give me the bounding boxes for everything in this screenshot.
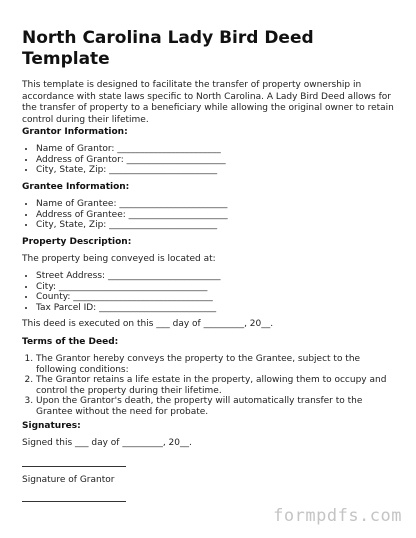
term-item: 3. Upon the Grantor's death, the property will automatically transfer to the Grantee without the need for probate. <box>36 396 400 417</box>
grantor-address-field: • Address of Grantor: ______________________ <box>36 155 226 166</box>
site-watermark: formpdfs.com <box>273 506 402 526</box>
property-intro: The property being conveyed is located at: <box>22 254 216 264</box>
grantee-city-field: • City, State, Zip: ________________________ <box>36 220 228 231</box>
grantor-city-field: • City, State, Zip: ________________________ <box>36 165 226 176</box>
city-field: • City: _________________________________ <box>36 282 220 293</box>
signatures-heading: Signatures: <box>22 421 81 431</box>
grantee-field-list <box>22 199 228 231</box>
signed-date-line: Signed this ___ day of _________, 20__. <box>22 438 192 448</box>
term-item: 1. The Grantor hereby conveys the property to the Grantee, subject to the following conditions: <box>36 354 400 375</box>
grantor-heading: Grantor Information: <box>22 127 128 137</box>
term-item: 2. The Grantor retains a life estate in the property, allowing them to occupy and control the property during their lifetime. <box>36 375 400 396</box>
second-signature-line <box>22 501 126 502</box>
document-title: North Carolina Lady Bird Deed Template <box>22 28 314 69</box>
county-field: • County: _______________________________ <box>36 292 220 303</box>
property-heading: Property Description: <box>22 237 132 247</box>
terms-list <box>22 354 400 417</box>
terms-heading: Terms of the Deed: <box>22 337 119 347</box>
execution-date-line: This deed is executed on this ___ day of _________, 20__. <box>22 319 274 329</box>
intro-paragraph: This template is designed to facilitate the transfer of property ownership in accordance with state laws specific to North Carolina. A Lady Bird Deed allows for the transfer of property to a beneficiary while allowing the original owner to retain control during their lifetime. <box>22 80 394 125</box>
grantor-signature-label: Signature of Grantor <box>22 475 115 485</box>
grantee-address-field: • Address of Grantee: ______________________ <box>36 210 228 221</box>
grantor-signature-line <box>22 466 126 467</box>
grantor-name-field: • Name of Grantor: _______________________ <box>36 144 226 155</box>
grantor-field-list <box>22 144 226 176</box>
grantee-name-field: • Name of Grantee: ________________________ <box>36 199 228 210</box>
street-address-field: • Street Address: _________________________ <box>36 271 220 282</box>
property-field-list <box>22 271 220 313</box>
tax-parcel-field: • Tax Parcel ID: __________________________ <box>36 303 220 314</box>
grantee-heading: Grantee Information: <box>22 182 130 192</box>
